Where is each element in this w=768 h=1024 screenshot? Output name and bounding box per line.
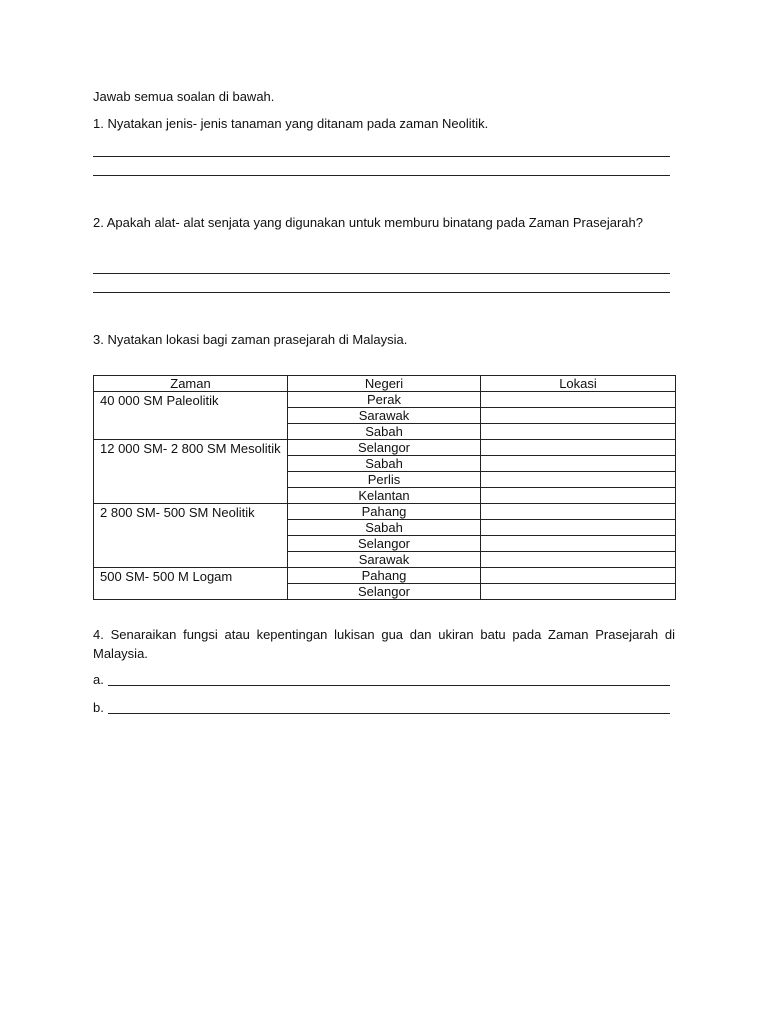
lokasi-cell[interactable] <box>481 488 676 504</box>
header-zaman: Zaman <box>94 376 288 392</box>
negeri-cell: Selangor <box>288 440 481 456</box>
lokasi-cell[interactable] <box>481 584 676 600</box>
lokasi-cell[interactable] <box>481 456 676 472</box>
negeri-cell: Sarawak <box>288 408 481 424</box>
lokasi-cell[interactable] <box>481 408 676 424</box>
zaman-cell: 2 800 SM- 500 SM Neolitik <box>94 504 288 568</box>
table-row <box>94 440 676 456</box>
lokasi-cell[interactable] <box>481 440 676 456</box>
table-row <box>94 392 676 408</box>
table-row <box>94 568 676 584</box>
answer-line[interactable] <box>93 175 670 176</box>
negeri-cell: Pahang <box>288 504 481 520</box>
header-negeri: Negeri <box>288 376 481 392</box>
instruction-text: Jawab semua soalan di bawah. <box>93 89 275 104</box>
question-4: 4. Senaraikan fungsi atau kepentingan lukisan gua dan ukiran batu pada Zaman Prasejarah di Malaysia. <box>93 627 675 661</box>
question-1: 1. Nyatakan jenis- jenis tanaman yang ditanam pada zaman Neolitik. <box>93 116 489 131</box>
negeri-cell: Perlis <box>288 472 481 488</box>
negeri-cell: Pahang <box>288 568 481 584</box>
question-3: 3. Nyatakan lokasi bagi zaman prasejarah di Malaysia. <box>93 332 408 347</box>
question-2: 2. Apakah alat- alat senjata yang digunakan untuk memburu binatang pada Zaman Prasejarah? <box>93 215 643 230</box>
zaman-cell: 500 SM- 500 M Logam <box>94 568 288 600</box>
answer-line-b[interactable] <box>108 713 670 714</box>
negeri-cell: Sabah <box>288 520 481 536</box>
lokasi-cell[interactable] <box>481 392 676 408</box>
answer-label-b: b. <box>93 700 104 715</box>
answer-line-a[interactable] <box>108 685 670 686</box>
negeri-cell: Sabah <box>288 424 481 440</box>
lokasi-cell[interactable] <box>481 504 676 520</box>
lokasi-cell[interactable] <box>481 568 676 584</box>
table-header-row <box>94 376 676 392</box>
location-table <box>93 375 676 600</box>
answer-line[interactable] <box>93 292 670 293</box>
negeri-cell: Kelantan <box>288 488 481 504</box>
negeri-cell: Sabah <box>288 456 481 472</box>
lokasi-cell[interactable] <box>481 552 676 568</box>
lokasi-cell[interactable] <box>481 536 676 552</box>
answer-line[interactable] <box>93 156 670 157</box>
zaman-cell: 40 000 SM Paleolitik <box>94 392 288 440</box>
lokasi-cell[interactable] <box>481 520 676 536</box>
negeri-cell: Sarawak <box>288 552 481 568</box>
table-row <box>94 504 676 520</box>
zaman-cell: 12 000 SM- 2 800 SM Mesolitik <box>94 440 288 504</box>
negeri-cell: Selangor <box>288 584 481 600</box>
lokasi-cell[interactable] <box>481 424 676 440</box>
answer-line[interactable] <box>93 273 670 274</box>
answer-label-a: a. <box>93 672 104 687</box>
lokasi-cell[interactable] <box>481 472 676 488</box>
negeri-cell: Perak <box>288 392 481 408</box>
negeri-cell: Selangor <box>288 536 481 552</box>
header-lokasi: Lokasi <box>481 376 676 392</box>
